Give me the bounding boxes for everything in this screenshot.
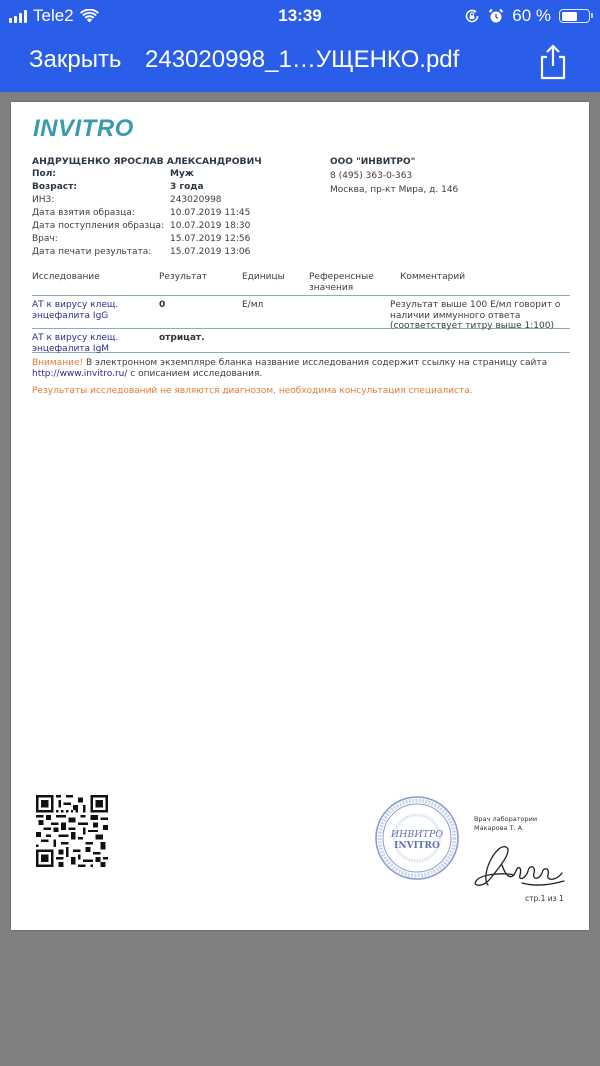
test-link[interactable]: АТ к вирусу клещ. энцефалита IgM	[32, 333, 119, 354]
result-value: отрицат.	[159, 333, 205, 343]
lab-phone: 8 (495) 363-0-363	[330, 171, 413, 181]
status-bar	[0, 0, 600, 32]
carrier-label: Tele2	[33, 6, 74, 25]
notes	[32, 358, 572, 397]
lab-stamp-icon	[374, 795, 460, 881]
header-result: Результат	[159, 272, 208, 282]
reference-value	[309, 333, 395, 352]
test-link[interactable]: АТ к вирусу клещ. энцефалита IgG	[32, 300, 119, 321]
patient-field-doctor	[32, 233, 262, 246]
patient-field-print-date	[32, 246, 262, 259]
page-number: стр.1 из 1	[525, 894, 564, 903]
patient-field-sample-received	[32, 220, 262, 233]
share-icon[interactable]	[537, 44, 569, 80]
units-value: Е/мл	[242, 300, 264, 310]
reference-value	[309, 300, 395, 328]
patient-info	[32, 155, 262, 259]
invitro-logo: INVITRO	[33, 115, 134, 142]
qr-code-icon	[36, 795, 108, 867]
header-reference: Референсные значения	[309, 272, 374, 293]
field-label: ИНЗ:	[32, 195, 55, 205]
patient-name: АНДРУЩЕНКО ЯРОСЛАВ АЛЕКСАНДРОВИЧ	[32, 156, 262, 167]
field-label: Дата взятия образца:	[32, 208, 135, 218]
table-row	[32, 296, 570, 329]
battery-percent: 60 %	[512, 6, 551, 25]
field-value: 243020998	[170, 195, 222, 205]
pdf-page[interactable]	[11, 102, 589, 930]
field-label: Дата поступления образца:	[32, 221, 164, 231]
lab-org: ООО "ИНВИТРО"	[330, 157, 416, 167]
field-value: 15.07.2019 12:56	[170, 234, 251, 244]
close-button[interactable]: Закрыть	[29, 46, 122, 73]
field-label: Пол:	[32, 169, 56, 179]
warning-note	[32, 358, 572, 380]
alarm-icon	[488, 8, 504, 24]
header-test: Исследование	[32, 272, 100, 282]
field-value: 10.07.2019 11:45	[170, 208, 251, 218]
field-value: Муж	[170, 169, 194, 179]
signature-icon	[466, 837, 566, 892]
field-value: 3 года	[170, 182, 204, 192]
clock: 13:39	[278, 6, 322, 25]
units-value	[242, 333, 309, 352]
rotation-lock-icon	[464, 8, 480, 24]
header-units: Единицы	[242, 272, 285, 282]
results-header	[32, 272, 570, 296]
warning-text: В электронном экземпляре бланка название исследования содержит ссылку на страницу сайта	[83, 358, 548, 368]
document-title: 243020998_1…УЩЕНКО.pdf	[145, 46, 460, 73]
patient-field-inz	[32, 194, 262, 207]
warning-label: Внимание!	[32, 358, 84, 368]
field-label: Дата печати результата:	[32, 247, 152, 257]
nav-row	[0, 42, 600, 82]
patient-field-sex	[32, 168, 262, 181]
top-bar	[0, 0, 600, 92]
comment-value	[390, 333, 570, 352]
site-text: с описанием исследования.	[127, 369, 263, 379]
battery-icon	[559, 9, 590, 23]
patient-field-age	[32, 181, 262, 194]
patient-field-sample-taken	[32, 207, 262, 220]
results-table	[32, 272, 570, 353]
status-right	[464, 6, 590, 26]
field-label: Возраст:	[32, 182, 77, 192]
field-value: 10.07.2019 18:30	[170, 221, 251, 231]
lab-info	[330, 155, 458, 197]
signature-block	[474, 815, 537, 833]
lab-address: Москва, пр-кт Мира, д. 146	[330, 185, 459, 195]
svg-text:ИНВИТРО: ИНВИТРО	[390, 829, 444, 840]
site-link[interactable]: http://www.invitro.ru/	[32, 369, 128, 379]
svg-text:INVITRO: INVITRO	[394, 841, 440, 851]
table-row	[32, 329, 570, 353]
doctor-role: Врач лаборатории	[474, 815, 538, 823]
field-label: Врач:	[32, 234, 58, 244]
field-value: 15.07.2019 13:06	[170, 247, 251, 257]
disclaimer: Результаты исследований не являются диагнозом, необходима консультация специалиста.	[32, 386, 473, 396]
comment-value: Результат выше 100 Е/мл говорит о наличии иммунного ответа (соответствует титру выше 1:100)	[390, 300, 561, 331]
doctor-name: Макарова Т. А.	[474, 824, 525, 832]
header-comment: Комментарий	[400, 272, 466, 282]
result-value: 0	[159, 300, 166, 310]
